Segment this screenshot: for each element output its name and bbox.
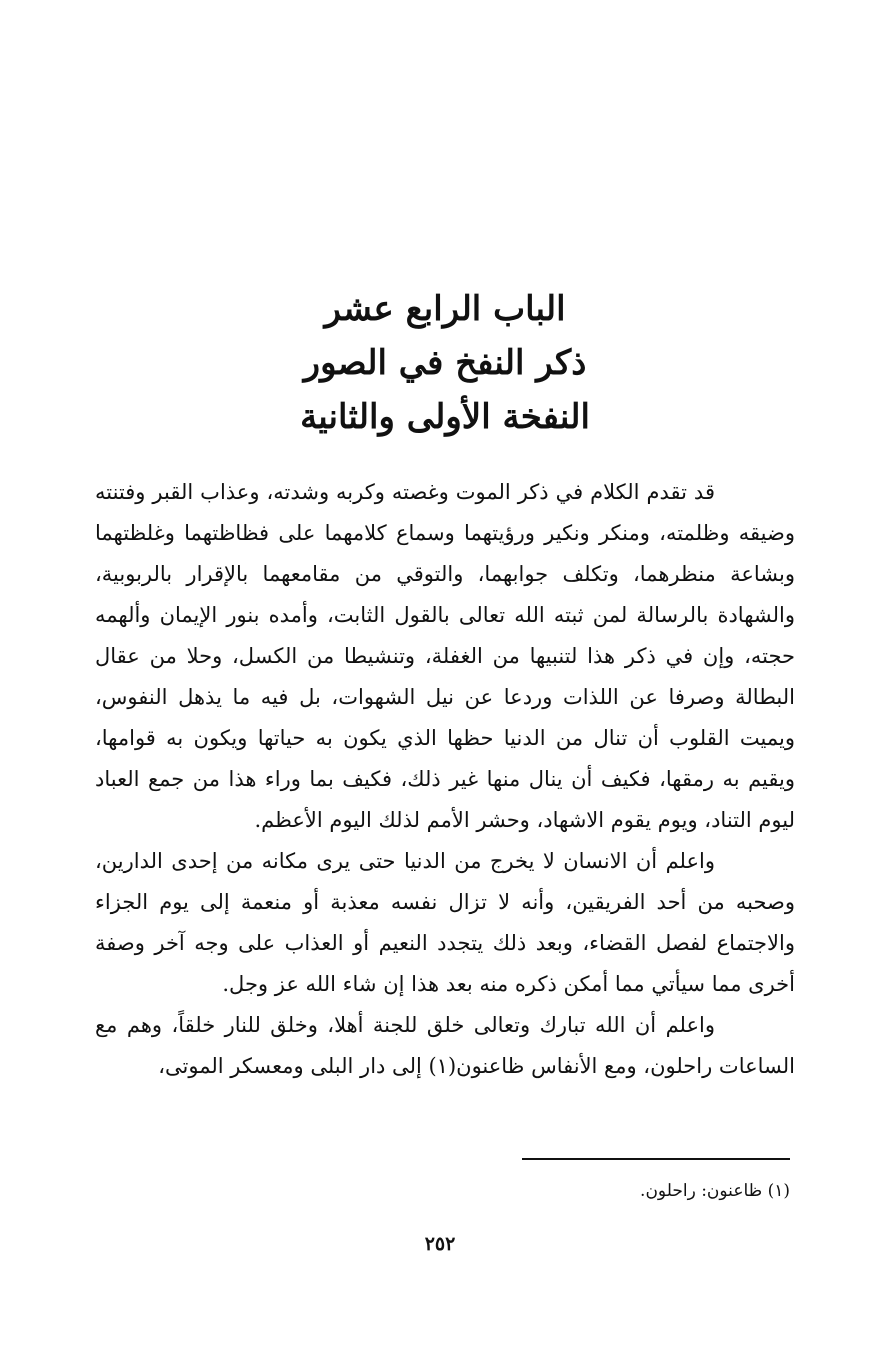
paragraph: قد تقدم الكلام في ذكر الموت وغصته وكربه وشدته، وعذاب القبر وفتنته وضيقه وظلمته، ومنكر ونكير ورؤيتهما وسماع كلامهما على فظاظتهما وغلظتهما وبشاعة منظرهما، وتكلف جوابهما، والتوقي من مقامعهما بالإقرار بالربوبية، والشهادة بالرسالة لمن ثبته الله تعالى بالقول الثابت، وأمده بنور الإيمان وألهمه حجته، وإن في ذكر هذا لتنبيها من الغفلة، وتنشيطا من الكسل، وحلا من عقال البطالة وصرفا عن اللذات وردعا عن نيل الشهوات، بل فيه ما يذهل النفوس، ويميت القلوب أن تنال من الدنيا حظها الذي يكون به حياتها ويكون به قوامها، ويقيم به رمقها، فكيف أن ينال منها غير ذلك، فكيف بما وراء هذا من جمع العباد ليوم التناد، ويوم يقوم الاشهاد، وحشر الأمم لذلك اليوم الأعظم. [95, 480, 795, 832]
chapter-number-title: الباب الرابع عشر [324, 289, 566, 329]
paragraph: واعلم أن الله تبارك وتعالى خلق للجنة أهلا، وخلق للنار خلقاً، وهم مع الساعات راحلون، ومع الأنفاس ظاعنون(١) إلى دار البلى ومعسكر الموتى، [95, 1013, 795, 1078]
body-text [95, 472, 795, 1087]
footnote-divider [522, 1158, 790, 1160]
footnote-text: ظاعنون: راحلون. [640, 1181, 763, 1201]
chapter-subject-title: ذكر النفخ في الصور [303, 343, 587, 383]
footnote [400, 1178, 790, 1204]
footnote-marker: (١) [767, 1181, 790, 1201]
paragraph: واعلم أن الانسان لا يخرج من الدنيا حتى يرى مكانه من إحدى الدارين، وصحبه من أحد الفريقين، وأنه لا تزال نفسه معذبة أو منعمة إلى يوم الجزاء والاجتماع لفصل القضاء، وبعد ذلك يتجدد النعيم أو العذاب على وجه آخر وصفة أخرى مما سيأتي مما أمكن ذكره منه بعد هذا إن شاء الله عز وجل. [95, 849, 795, 996]
chapter-heading [100, 282, 790, 444]
page-number: ٢٥٢ [424, 1233, 456, 1255]
chapter-subtitle: النفخة الأولى والثانية [300, 397, 590, 437]
